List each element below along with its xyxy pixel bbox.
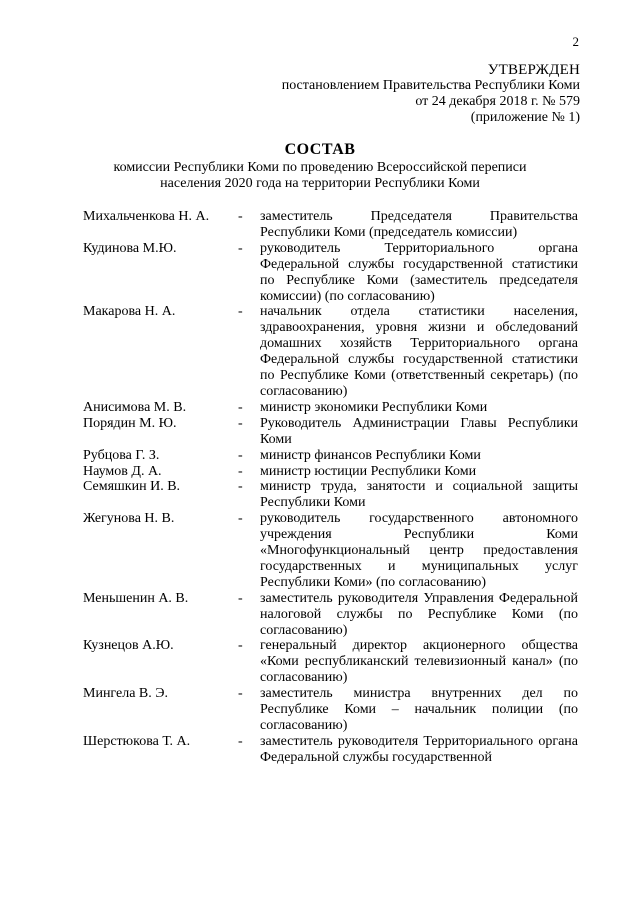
member-row — [83, 241, 578, 305]
member-role: заместитель руководителя Управления Федеральной налоговой службы по Республике Коми (по согласованию) — [260, 590, 578, 638]
member-row — [83, 479, 578, 511]
member-role: Руководитель Администрации Главы Республики Коми — [260, 415, 578, 447]
member-row — [83, 686, 578, 734]
member-row — [83, 734, 578, 766]
member-row — [83, 511, 578, 591]
member-dash: - — [238, 447, 243, 463]
subtitle-line-2: населения 2020 года на территории Республики Коми — [160, 176, 480, 191]
member-role: начальник отдела статистики населения, здравоохранения, уровня жизни и обследований домашних хозяйств Территориального органа Федеральной службы государственной статистики по Республике Коми (ответственный секретарь) (по согласованию) — [260, 304, 578, 399]
member-name: Шерстюкова Т. А. — [83, 733, 191, 749]
member-name: Жегунова Н. В. — [83, 511, 175, 527]
member-row — [83, 591, 578, 639]
member-role: министр экономики Республики Коми — [260, 399, 488, 415]
member-role: заместитель министра внутренних дел по Республике Коми – начальник полиции (по согласованию) — [260, 686, 578, 733]
member-dash: - — [238, 686, 243, 702]
approval-block — [160, 62, 580, 126]
member-name: Порядин М. Ю. — [83, 415, 177, 431]
member-dash: - — [238, 590, 243, 606]
member-row — [83, 416, 578, 448]
member-name: Михальченкова Н. А. — [83, 209, 210, 224]
member-name: Наумов Д. А. — [83, 463, 162, 479]
member-name: Анисимова М. В. — [83, 399, 187, 415]
member-row — [83, 638, 578, 686]
approval-line-1: постановлением Правительства Республики Коми — [281, 78, 580, 93]
member-role: заместитель Председателя Правительства Республики Коми (председатель комиссии) — [260, 209, 578, 240]
approval-stamp: УТВЕРЖДЕН — [487, 62, 580, 78]
approval-line-2: от 24 декабря 2018 г. № 579 — [415, 94, 580, 109]
member-role: министр юстиции Республики Коми — [260, 463, 477, 479]
member-dash: - — [238, 209, 243, 224]
member-role: руководитель государственного автономного учреждения Республики Коми «Многофункциональный центр предоставления государственных и муниципальных услуг Республики Коми» (по согласованию) — [260, 511, 578, 590]
member-dash: - — [238, 399, 243, 415]
member-name: Кузнецов А.Ю. — [83, 638, 174, 654]
member-row — [83, 209, 578, 241]
member-name: Макарова Н. А. — [83, 304, 176, 320]
member-row — [83, 448, 578, 464]
document-title: СОСТАВ — [284, 141, 356, 158]
member-name: Кудинова М.Ю. — [83, 240, 177, 256]
member-dash: - — [238, 304, 243, 320]
member-dash: - — [238, 733, 243, 749]
member-role: министр финансов Республики Коми — [260, 447, 481, 463]
member-row — [83, 304, 578, 399]
member-dash: - — [238, 479, 243, 495]
member-name: Рубцова Г. З. — [83, 447, 160, 463]
member-dash: - — [238, 415, 243, 431]
member-dash: - — [238, 240, 243, 256]
member-dash: - — [238, 511, 243, 527]
member-dash: - — [238, 638, 243, 654]
approval-line-3: (приложение № 1) — [470, 110, 580, 125]
member-role: генеральный директор акционерного общества «Коми республиканский телевизионный канал» (по согласованию) — [260, 638, 578, 686]
member-name: Семяшкин И. В. — [83, 479, 181, 495]
subtitle-line-1: комиссии Республики Коми по проведению Всероссийской переписи — [113, 160, 527, 175]
members-list — [83, 209, 578, 766]
member-name: Меньшенин А. В. — [83, 590, 189, 606]
member-role: министр труда, занятости и социальной защиты Республики Коми — [260, 479, 578, 511]
member-name: Мингела В. Э. — [83, 686, 168, 702]
member-row — [83, 400, 578, 416]
member-role: заместитель руководителя Территориального органа Федеральной службы государственной — [260, 733, 578, 765]
member-role: руководитель Территориального органа Федеральной службы государственной статистики по Республике Коми (заместитель председателя комиссии) (по согласованию) — [260, 240, 578, 304]
document-subtitle — [80, 160, 560, 192]
member-row — [83, 464, 578, 480]
member-dash: - — [238, 463, 243, 479]
page-number: 2 — [572, 34, 579, 49]
